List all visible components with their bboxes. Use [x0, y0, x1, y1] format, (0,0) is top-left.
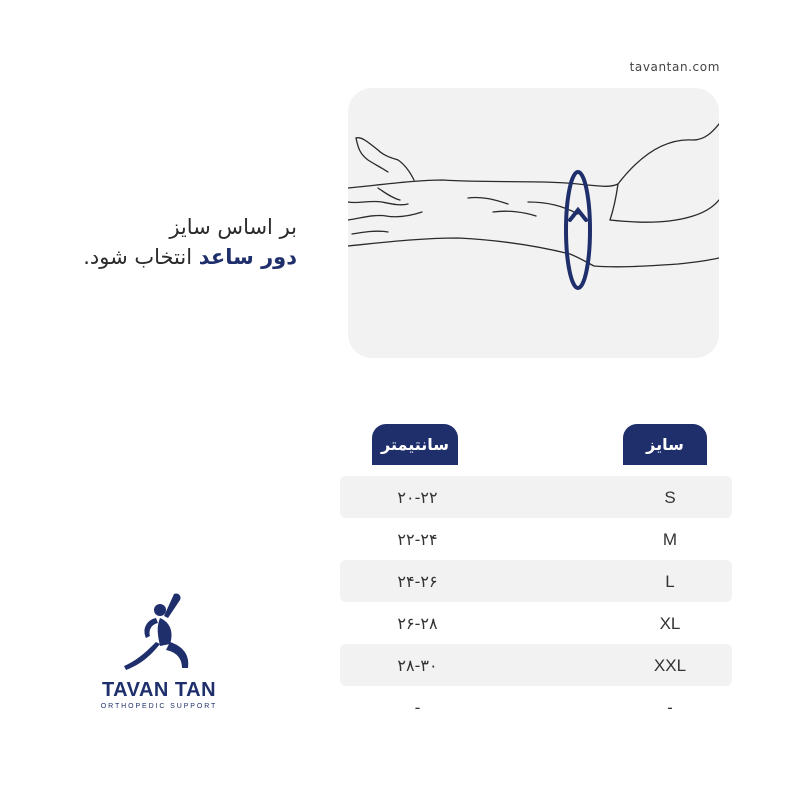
size-cell: XL: [659, 614, 681, 633]
site-url: tavantan.com: [629, 60, 720, 74]
size-table: [340, 476, 732, 728]
forearm-measure-illustration: [348, 88, 719, 358]
column-header-size: سایز: [623, 424, 707, 465]
cm-cell: ۲۶-۲۸: [397, 614, 438, 633]
column-header-cm: سانتیمتر: [372, 424, 458, 465]
headline-accent: دور ساعد: [198, 245, 297, 269]
size-cell: -: [667, 698, 673, 717]
headline-line-2: [0, 242, 297, 272]
table-row: [340, 476, 732, 518]
cm-cell: -: [414, 698, 421, 717]
table-row: [340, 686, 732, 728]
cm-cell: ۲۲-۲۴: [397, 530, 438, 549]
size-cell: M: [662, 530, 678, 549]
size-cell: L: [665, 572, 675, 591]
headline-line-1: بر اساس سایز: [169, 215, 297, 239]
brand-tagline: ORTHOPEDIC SUPPORT: [100, 703, 218, 710]
table-row: [340, 518, 732, 560]
size-cell: XXL: [653, 656, 687, 675]
cm-cell: ۲۸-۳۰: [397, 656, 438, 675]
table-row: [340, 560, 732, 602]
size-cell: S: [664, 488, 676, 507]
brand-name: TAVAN TAN: [101, 679, 217, 701]
headline-line-2-rest: انتخاب شود.: [83, 245, 199, 269]
cm-cell: ۲۰-۲۲: [397, 488, 438, 507]
table-row: [340, 644, 732, 686]
table-row: [340, 602, 732, 644]
headline: [0, 212, 297, 272]
cm-cell: ۲۴-۲۶: [397, 572, 438, 591]
